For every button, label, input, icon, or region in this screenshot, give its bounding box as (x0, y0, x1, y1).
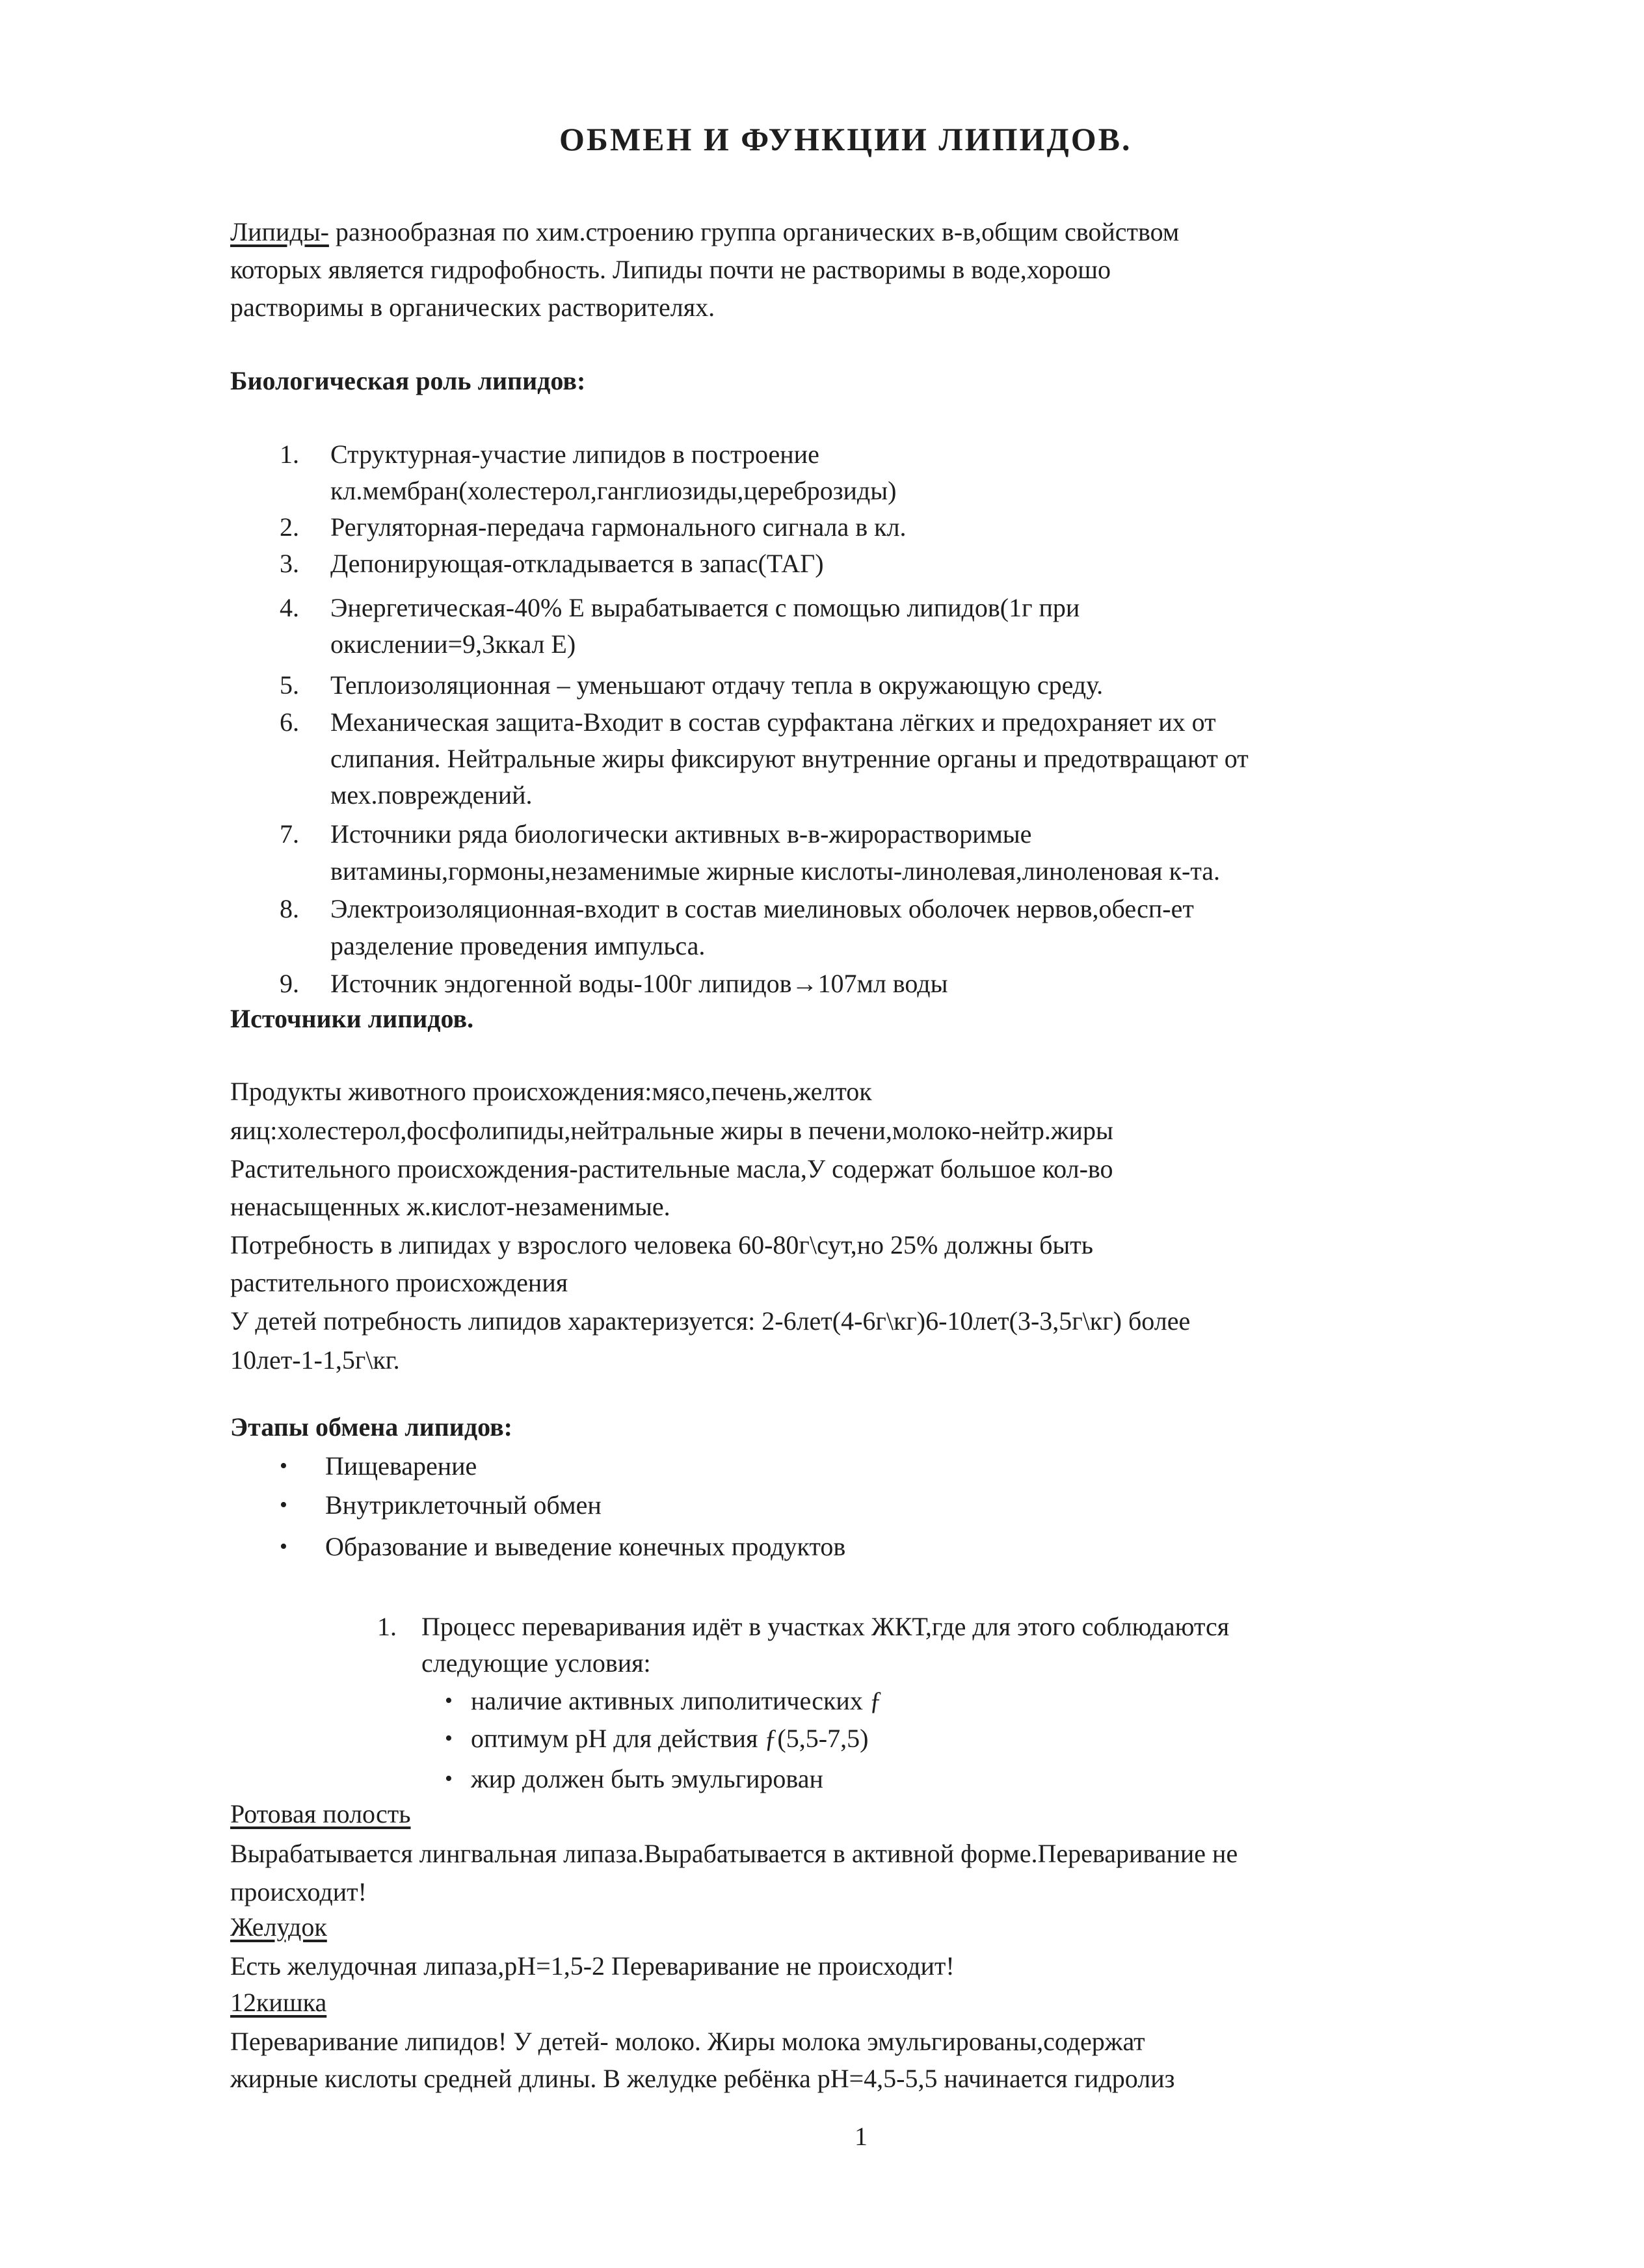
section-oral-line-1: Вырабатывается лингвальная липаза.Вырабатывается в активной форме.Переваривание не (230, 1839, 1238, 1868)
page-number: 1 (855, 2122, 868, 2151)
digestion-number: 1. (377, 1612, 397, 1641)
bio-item-2-number: 2. (280, 512, 299, 542)
bio-item-1-number: 1. (280, 440, 299, 469)
condition-bullet-1: • (445, 1689, 453, 1713)
section-duodenum-heading: 12кишка (230, 1988, 327, 2017)
bio-item-2-line-1: Регуляторная-передача гармонального сигнала в кл. (330, 512, 907, 542)
bio-item-7-line-2: витамины,гормоны,незаменимые жирные кислоты-линолевая,линоленовая к-та. (330, 856, 1221, 886)
definition-term: Липиды- (230, 217, 329, 246)
bio-item-6-number: 6. (280, 707, 299, 737)
sources-line-3: Растительного происхождения-растительные масла,У содержат большое кол-во (230, 1154, 1113, 1183)
bio-item-4-line-2: окислении=9,3ккал Е) (330, 629, 576, 659)
bio-item-1-line-1: Структурная-участие липидов в построение (330, 440, 819, 469)
section-duodenum-line-1: Переваривание липидов! У детей- молоко. Жиры молока эмульгированы,содержат (230, 2027, 1145, 2056)
bio-item-6-line-3: мех.повреждений. (330, 780, 533, 810)
bio-item-4-number: 4. (280, 593, 299, 622)
bio-item-5-number: 5. (280, 670, 299, 700)
definition-line-3: растворимы в органических растворителях. (230, 293, 715, 322)
page-title: ОБМЕН И ФУНКЦИИ ЛИПИДОВ. (559, 121, 1132, 157)
bio-item-4-line-1: Энергетическая-40% Е вырабатывается с помощью липидов(1г при (330, 593, 1080, 622)
bio-item-6-line-1: Механическая защита-Входит в состав сурфактана лёгких и предохраняет их от (330, 707, 1216, 737)
stage-item-2: Внутриклеточный обмен (325, 1490, 602, 1520)
bio-role-heading: Биологическая роль липидов: (230, 366, 586, 395)
stage-item-3: Образование и выведение конечных продуктов (325, 1532, 846, 1561)
sources-line-6: растительного происхождения (230, 1268, 568, 1297)
section-stomach-heading: Желудок (230, 1912, 327, 1942)
bio-item-7-number: 7. (280, 819, 299, 849)
sources-line-2: яиц:холестерол,фосфолипиды,нейтральные жиры в печени,молоко-нейтр.жиры (230, 1116, 1113, 1145)
definition-line-2: которых является гидрофобность. Липиды почти не растворимы в воде,хорошо (230, 255, 1111, 284)
section-oral-heading: Ротовая полость (230, 1799, 411, 1828)
bio-item-3-number: 3. (280, 549, 299, 578)
condition-1: наличие активных липолитических ƒ (471, 1686, 882, 1715)
bio-item-9-number: 9. (280, 969, 299, 998)
bio-item-8-line-2: разделение проведения импульса. (330, 931, 706, 960)
sources-line-4: ненасыщенных ж.кислот-незаменимые. (230, 1192, 670, 1221)
sources-line-8: 10лет-1-1,5г\кг. (230, 1345, 400, 1375)
sources-heading: Источники липидов. (230, 1004, 474, 1033)
sources-line-5: Потребность в липидах у взрослого человека 60-80г\сут,но 25% должны быть (230, 1230, 1094, 1259)
digestion-line-1: Процесс переваривания идёт в участках ЖКТ,где для этого соблюдаются (421, 1612, 1230, 1641)
condition-3: жир должен быть эмульгирован (471, 1764, 823, 1793)
stages-heading: Этапы обмена липидов: (230, 1412, 513, 1442)
section-oral-line-2: происходит! (230, 1877, 367, 1906)
condition-2: оптимум pH для действия ƒ(5,5-7,5) (471, 1724, 869, 1753)
section-stomach-line-1: Есть желудочная липаза,pH=1,5-2 Переваривание не происходит! (230, 1951, 955, 1981)
bio-item-1-line-2: кл.мембран(холестерол,ганглиозиды,цереброзиды) (330, 476, 897, 505)
digestion-line-2: следующие условия: (421, 1648, 651, 1678)
bio-item-7-line-1: Источники ряда биологически активных в-в-жирорастворимые (330, 819, 1032, 849)
sources-line-1: Продукты животного происхождения:мясо,печень,желток (230, 1077, 872, 1106)
bio-item-5-line-1: Теплоизоляционная – уменьшают отдачу тепла в окружающую среду. (330, 670, 1104, 700)
stage-item-1: Пищеварение (325, 1451, 477, 1481)
stage-bullet-3: • (280, 1535, 287, 1559)
sources-line-7: У детей потребность липидов характеризуется: 2-6лет(4-6г\кг)6-10лет(3-3,5г\кг) более (230, 1306, 1191, 1336)
section-duodenum-line-2: жирные кислоты средней длины. В желудке ребёнка pH=4,5-5,5 начинается гидролиз (230, 2064, 1175, 2093)
definition-line-1: Липиды- разнообразная по хим.строению группа органических в-в,общим свойством (230, 217, 1180, 246)
condition-bullet-3: • (445, 1767, 453, 1791)
bio-item-8-line-1: Электроизоляционная-входит в состав миелиновых оболочек нервов,обесп-ет (330, 894, 1194, 923)
bio-item-3-line-1: Депонирующая-откладывается в запас(ТАГ) (330, 549, 824, 578)
bio-item-8-number: 8. (280, 894, 299, 923)
bio-item-9-line-1: Источник эндогенной воды-100г липидов→107мл воды (330, 969, 948, 998)
stage-bullet-2: • (280, 1493, 287, 1517)
stage-bullet-1: • (280, 1454, 287, 1478)
condition-bullet-2: • (445, 1726, 453, 1750)
bio-item-6-line-2: слипания. Нейтральные жиры фиксируют внутренние органы и предотвращают от (330, 744, 1249, 773)
